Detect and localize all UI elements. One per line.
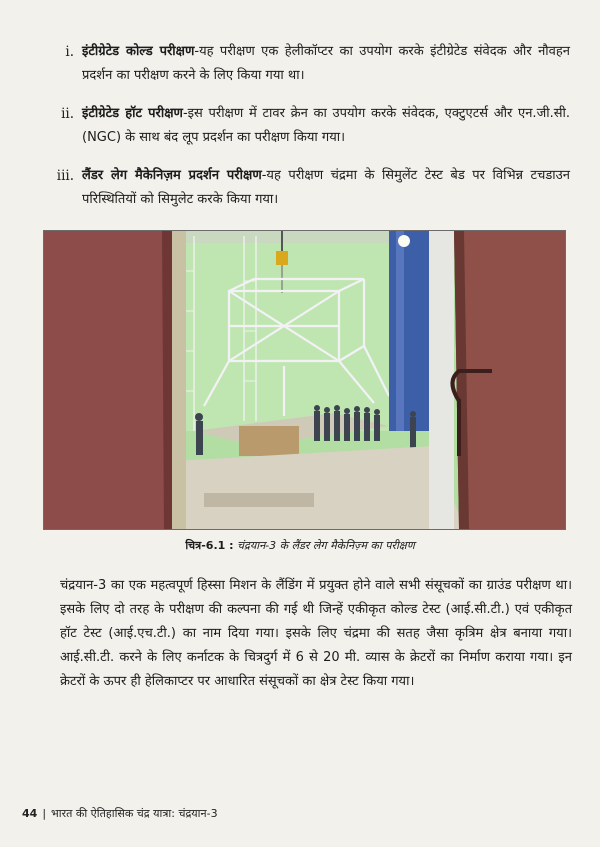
list-item-text: -इस परीक्षण में टावर क्रेन का उपयोग करके संवेदक, एक्टुएटर्स और एन.जी.सी. (NGC) के साथ बंद लूप प्रदर्शन का परीक्षण किया गया।	[82, 106, 570, 145]
test-list	[50, 40, 570, 226]
list-item	[50, 40, 570, 88]
figure-label: चित्र-6.1 :	[185, 539, 234, 552]
footer-separator: |	[42, 807, 47, 820]
list-item-title: इंटीग्रेटेड हॉट परीक्षण	[82, 106, 183, 121]
list-item	[50, 102, 570, 150]
list-item-title: इंटीग्रेटेड कोल्ड परीक्षण	[82, 44, 195, 59]
list-numeral: iii.	[56, 168, 74, 184]
photo-illustration	[44, 231, 565, 529]
book-title: भारत की ऐतिहासिक चंद्र यात्रा: चंद्रयान-3	[51, 807, 218, 820]
list-numeral: ii.	[61, 106, 74, 122]
page-number: 44	[22, 807, 38, 820]
list-item-title: लैंडर लेग मैकेनिज़म प्रदर्शन परीक्षण	[82, 168, 262, 183]
figure-caption	[0, 538, 600, 553]
lander-test-photo	[43, 230, 566, 530]
list-item	[50, 164, 570, 212]
figure-caption-text: चंद्रयान-3 के लैंडर लेग मैकेनिज़्म का परीक्षण	[237, 539, 415, 552]
list-item-text: -यह परीक्षण चंद्रमा के सिमुलेंट टेस्ट बेड पर विभिन्न टचडाउन परिस्थितियों को सिमुलेट करके किया गया।	[82, 168, 570, 207]
list-item-text: -यह परीक्षण एक हेलीकॉप्टर का उपयोग करके इंटीग्रेटेड संवेदक और नौवहन प्रदर्शन का परीक्षण करने के लिए किया गया था।	[82, 44, 571, 83]
body-paragraph: चंद्रयान-3 का एक महत्वपूर्ण हिस्सा मिशन के लैंडिंग में प्रयुक्त होने वाले सभी संसूचकों का ग्राउंड परीक्षण था। इसके लिए दो तरह के परीक्षण की कल्पना की गई थी जिन्हें एकीकृत कोल्ड टेस्ट (आई.सी.टी.) एवं एकीकृत हॉट टेस्ट (आई.एच.टी.) का नाम दिया गया। इसके लिए चंद्रमा की सतह जैसा कृत्रिम क्षेत्र बनाया गया। आई.सी.टी. करने के लिए कर्नाटक के चित्रदुर्ग में 6 से 20 मी. व्यास के क्रेटरों का निर्माण कराया गया। इन क्रेटरों के ऊपर ही हेलिकाप्टर पर आधारित संसूचकों का क्षेत्र टेस्ट किया गया।	[60, 578, 572, 689]
list-numeral: i.	[65, 44, 74, 60]
page-footer	[22, 806, 218, 821]
